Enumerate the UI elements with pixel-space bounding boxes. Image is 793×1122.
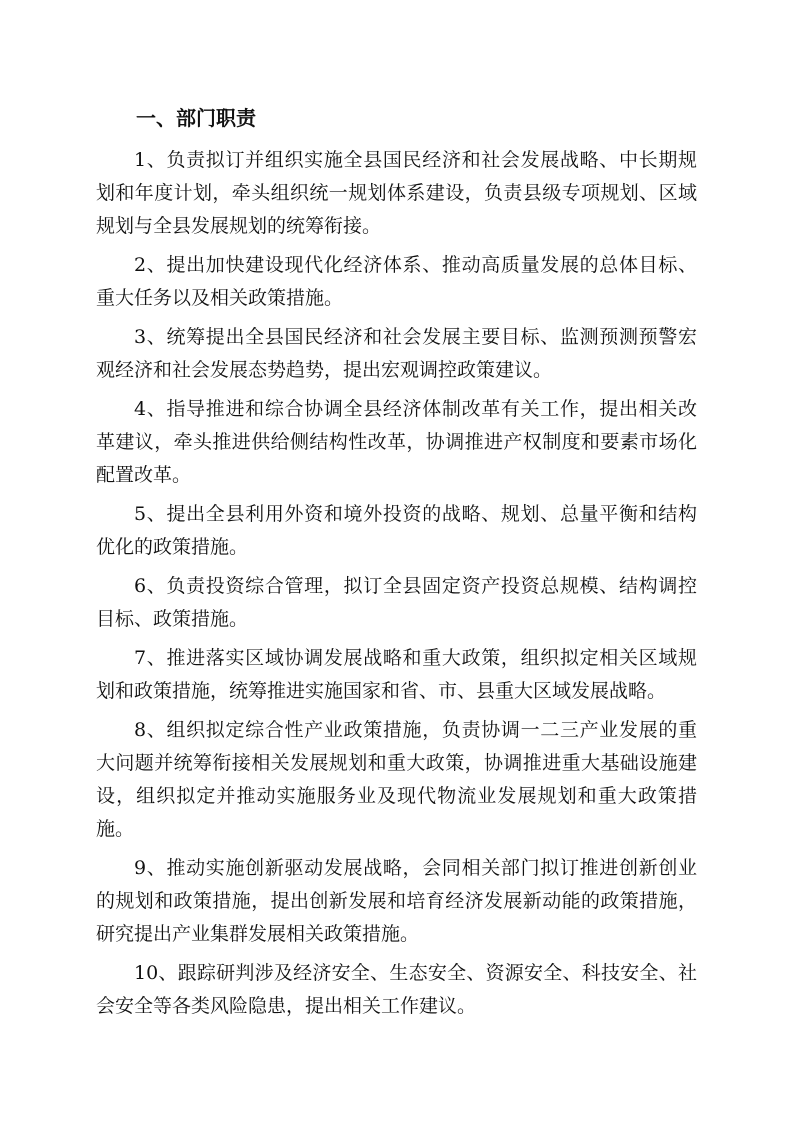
duty-item-6: 6、负责投资综合管理，拟订全县固定资产投资总规模、结构调控目标、政策措施。 [96, 575, 697, 630]
duty-item-2: 2、提出加快建设现代化经济体系、推动高质量发展的总体目标、重大任务以及相关政策措施。 [96, 254, 697, 309]
duty-item-10: 10、跟踪研判涉及经济安全、生态安全、资源安全、科技安全、社会安全等各类风险隐患，提出相关工作建议。 [96, 962, 697, 1017]
duty-item-3: 3、统筹提出全县国民经济和社会发展主要目标、监测预测预警宏观经济和社会发展态势趋势，提出宏观调控政策建议。 [96, 326, 697, 381]
duty-item-4: 4、指导推进和综合协调全县经济体制改革有关工作，提出相关改革建议，牵头推进供给侧结构性改革，协调推进产权制度和要素市场化配置改革。 [96, 398, 697, 486]
duty-item-1: 1、负责拟订并组织实施全县国民经济和社会发展战略、中长期规划和年度计划，牵头组织统一规划体系建设，负责县级专项规划、区域规划与全县发展规划的统筹衔接。 [96, 149, 697, 237]
duty-list [96, 144, 697, 1023]
duty-item-9: 9、推动实施创新驱动发展战略，会同相关部门拟订推进创新创业的规划和政策措施，提出创新发展和培育经济发展新动能的政策措施，研究提出产业集群发展相关政策措施。 [96, 857, 697, 945]
duty-item-7: 7、推进落实区域协调发展战略和重大政策，组织拟定相关区域规划和政策措施，统筹推进实施国家和省、市、县重大区域发展战略。 [96, 647, 697, 702]
duty-item-5: 5、提出全县利用外资和境外投资的战略、规划、总量平衡和结构优化的政策措施。 [96, 503, 697, 558]
duty-item-8: 8、组织拟定综合性产业政策措施，负责协调一二三产业发展的重大问题并统筹衔接相关发展规划和重大政策，协调推进重大基础设施建设，组织拟定并推动实施服务业及现代物流业发展规划和重大政策措施。 [96, 719, 697, 840]
section-heading: 一、部门职责 [136, 106, 256, 130]
